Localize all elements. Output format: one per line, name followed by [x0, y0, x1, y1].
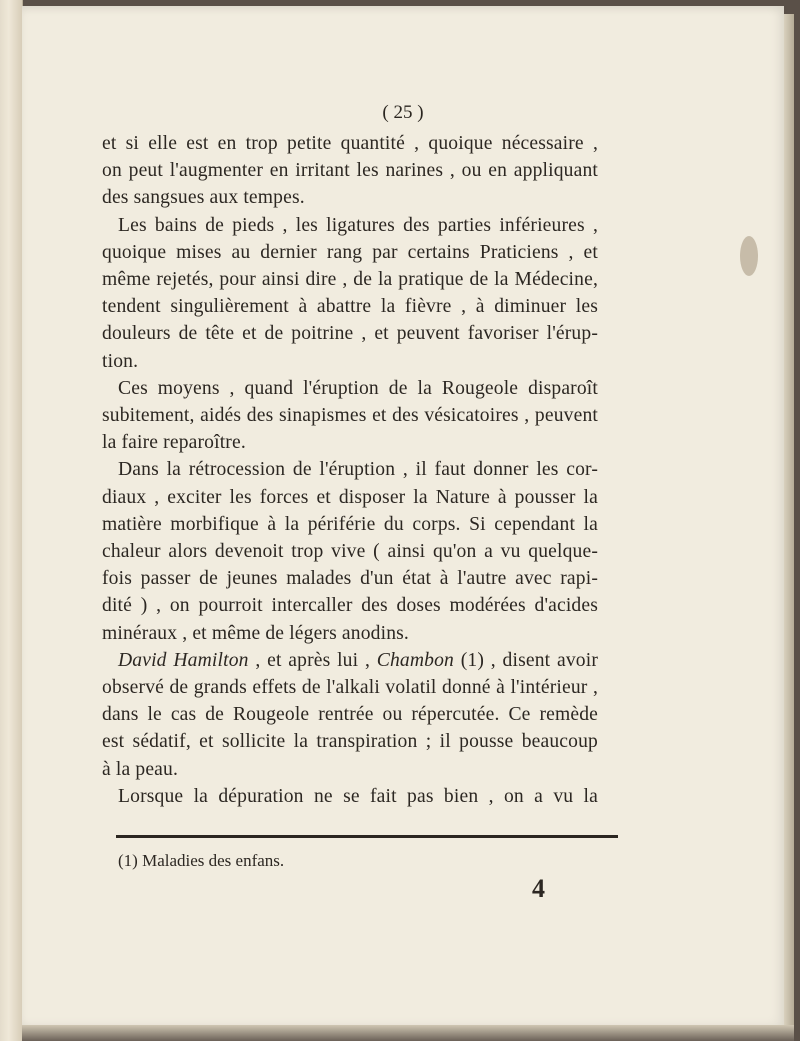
text-line: est sédatif, et sollicite la transpiration ; il pousse beaucoup — [102, 731, 598, 753]
body-text — [102, 130, 598, 810]
paragraph-6 — [102, 783, 598, 810]
text-fragment: (1) , disent avoir — [454, 649, 598, 671]
text-line: tendent singulièrement à abattre la fièvre , à diminuer les — [102, 296, 598, 318]
text-line: douleurs de tête et de poitrine , et peuvent favoriser l'érup- — [102, 323, 598, 345]
footnote: (1) Maladies des enfans. — [118, 851, 285, 870]
author-name-chambon: Chambon — [376, 649, 455, 671]
text-line: même rejetés, pour ainsi dire , de la pratique de la Médecine, — [102, 269, 598, 291]
paragraph-4 — [102, 456, 598, 483]
paragraph-3 — [102, 375, 598, 402]
paragraph-1-line-3 — [102, 184, 598, 211]
book-spine — [0, 0, 23, 1041]
text-line: fois passer de jeunes malades d'un état à l'autre avec rapi- — [102, 568, 598, 590]
paragraph-4-line — [102, 484, 598, 511]
text-line: Les bains de pieds , les ligatures des parties inférieures , — [118, 214, 598, 236]
book-page — [22, 6, 784, 1025]
text-line: observé de grands effets de l'alkali volatil donné à l'intérieur , — [102, 677, 598, 699]
paragraph-2-line — [102, 239, 598, 266]
paragraph-3-line — [102, 429, 598, 456]
page-number: ( 25 ) — [382, 102, 424, 123]
paragraph-5 — [102, 647, 598, 674]
book-bottom-edge — [22, 1025, 794, 1041]
text-line: dité ) , on pourroit intercaller des doses modérées d'acides — [102, 595, 598, 617]
paragraph-2-line — [102, 320, 598, 347]
paragraph-5-line — [102, 728, 598, 755]
text-line: dans le cas de Rougeole rentrée ou répercutée. Ce remède — [102, 704, 598, 726]
text-line: Ces moyens , quand l'éruption de la Rougeole disparoît — [118, 377, 598, 399]
text-fragment: , et après lui , — [248, 649, 377, 671]
paragraph-5-line — [102, 701, 598, 728]
text-line: matière morbifique à la périférie du corps. Si cependant la — [102, 513, 598, 535]
paragraph-4-line — [102, 592, 598, 619]
text-line: quoique mises au dernier rang par certains Praticiens , et — [102, 241, 598, 263]
footnote-rule — [116, 835, 618, 838]
text-line: et si elle est en trop petite quantité , quoique nécessaire , — [102, 133, 598, 154]
paragraph-4-line — [102, 620, 598, 647]
paragraph-3-line — [102, 402, 598, 429]
text-line: à la peau. — [102, 758, 179, 780]
text-line: minéraux , et même de légers anodins. — [102, 622, 409, 644]
signature-mark: 4 — [532, 874, 545, 903]
paragraph-2-line — [102, 266, 598, 293]
paragraph-5-line — [102, 756, 598, 783]
page-edge — [784, 14, 794, 1027]
text-line: Dans la rétrocession de l'éruption , il faut donner les cor- — [118, 459, 598, 481]
text-line: des sangsues aux tempes. — [102, 187, 305, 209]
text-line: tion. — [102, 350, 139, 372]
paragraph-1 — [102, 130, 598, 157]
paragraph-4-line — [102, 511, 598, 538]
paragraph-1-line-2 — [102, 157, 598, 184]
text-line: on peut l'augmenter en irritant les narines , ou en appliquant — [102, 160, 598, 182]
paragraph-2-line — [102, 348, 598, 375]
author-name-hamilton: David Hamilton — [118, 649, 249, 671]
paragraph-5-line — [102, 674, 598, 701]
text-line: diaux , exciter les forces et disposer la Nature à pousser la — [102, 486, 598, 508]
text-line: chaleur alors devenoit trop vive ( ainsi qu'on a vu quelque- — [102, 541, 598, 563]
paper-stain — [740, 236, 758, 276]
text-line: la faire reparoître. — [102, 432, 246, 454]
paragraph-2 — [102, 212, 598, 239]
paragraph-2-line — [102, 293, 598, 320]
paragraph-4-line — [102, 565, 598, 592]
text-line: Lorsque la dépuration ne se fait pas bien , on a vu la — [118, 785, 598, 807]
paragraph-4-line — [102, 538, 598, 565]
text-line: subitement, aidés des sinapismes et des vésicatoires , peuvent — [102, 405, 598, 427]
